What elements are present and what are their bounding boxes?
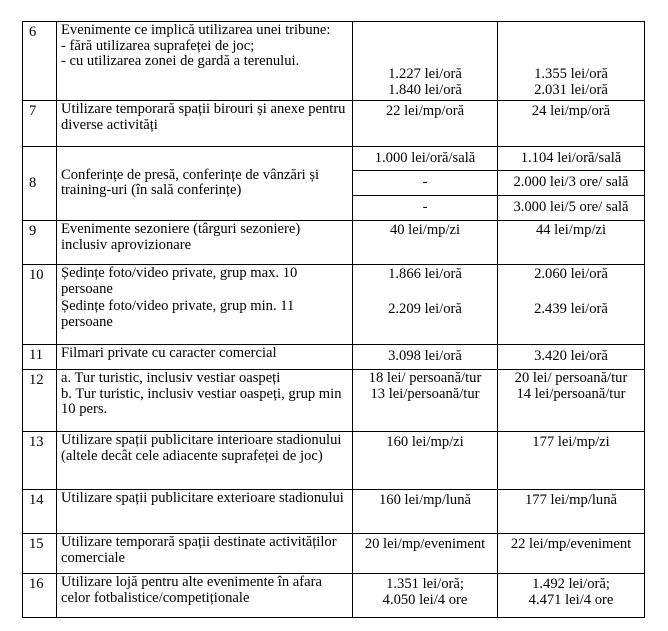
tariff-value: 2.060 lei/oră: [534, 266, 608, 282]
tariff-value: 1.840 lei/oră: [388, 81, 462, 98]
row-description: Utilizare lojă pentru alte evenimente în afara celor fotbalistice/competiționale: [57, 574, 353, 618]
tariff-value: 1.355 lei/oră: [534, 66, 608, 82]
tariff-col2: [498, 574, 645, 618]
tariff-value: 1.227 lei/oră: [388, 66, 462, 82]
row-number: 10: [23, 265, 57, 345]
row-number: 13: [23, 432, 57, 490]
tariff-col2: 3.420 lei/oră: [498, 345, 645, 370]
table-row: [23, 101, 645, 147]
tariff-col1: -: [353, 196, 498, 221]
row-number: 11: [23, 345, 57, 370]
tariff-value: 4.050 lei/4 ore: [382, 591, 468, 608]
tariff-col2: 44 lei/mp/zi: [498, 221, 645, 265]
row-description: [57, 22, 353, 101]
table-row: [23, 265, 645, 345]
row-number: 15: [23, 534, 57, 574]
tariff-value: 4.471 lei/4 ore: [528, 591, 614, 608]
row-number: 7: [23, 101, 57, 147]
tariff-col1: 3.098 lei/oră: [353, 345, 498, 370]
tariff-col2: [498, 265, 645, 345]
description-line: Ședințe foto/video private, grup max. 10 persoane: [61, 265, 298, 297]
row-description: Filmari private cu caracter comercial: [57, 345, 353, 370]
tariff-col1: [353, 574, 498, 618]
row-number: 12: [23, 370, 57, 432]
row-number: 14: [23, 490, 57, 534]
table-row: [23, 147, 645, 171]
row-number: 16: [23, 574, 57, 618]
tariff-table: [22, 21, 645, 618]
row-description: Utilizare spații publicitare interioare stadionului (altele decât cele adiacente suprafeței de joc): [57, 432, 353, 490]
description-line: Ședințe foto/video private, grup min. 11 persoane: [61, 298, 295, 330]
row-description: Evenimente sezoniere (târguri sezoniere) inclusiv aprovizionare: [57, 221, 353, 265]
tariff-col2: [498, 22, 645, 101]
description-line: a. Tur turistic, inclusiv vestiar oaspeți: [61, 370, 281, 386]
tariff-value: 1.351 lei/oră;: [386, 576, 464, 592]
tariff-value: 2.439 lei/oră: [534, 300, 608, 317]
tariff-col1: -: [353, 171, 498, 196]
table-row: [23, 221, 645, 265]
tariff-col2: 22 lei/mp/eveniment: [498, 534, 645, 574]
tariff-value: 1.866 lei/oră: [388, 266, 462, 282]
tariff-col2: 177 lei/mp/lună: [498, 490, 645, 534]
tariff-col1: [353, 370, 498, 432]
row-number: 6: [23, 22, 57, 101]
tariff-value: 20 lei/ persoană/tur: [514, 370, 628, 386]
tariff-value: 2.209 lei/oră: [388, 300, 462, 317]
tariff-col2: [498, 370, 645, 432]
tariff-col1: 160 lei/mp/lună: [353, 490, 498, 534]
tariff-col2: 177 lei/mp/zi: [498, 432, 645, 490]
tariff-col1: 160 lei/mp/zi: [353, 432, 498, 490]
table-row: [23, 574, 645, 618]
table-row: [23, 490, 645, 534]
row-description: Conferințe de presă, conferințe de vânzări și training-uri (în sală conferințe): [57, 147, 353, 221]
table-row: [23, 370, 645, 432]
tariff-col1: [353, 265, 498, 345]
tariff-value: 2.031 lei/oră: [534, 81, 608, 98]
description-line: - fără utilizarea suprafeței de joc;: [61, 37, 255, 54]
tariff-value: 13 lei/persoană/tur: [370, 385, 480, 402]
table-row: [23, 22, 645, 101]
row-description: Utilizare temporară spații destinate activităților comerciale: [57, 534, 353, 574]
row-description: Utilizare temporară spații birouri și anexe pentru diverse activități: [57, 101, 353, 147]
row-number: 8: [23, 147, 57, 221]
tariff-col2: 3.000 lei/5 ore/ sală: [498, 196, 645, 221]
tariff-col2: 24 lei/mp/oră: [498, 101, 645, 147]
tariff-col1: 40 lei/mp/zi: [353, 221, 498, 265]
tariff-col1: 1.000 lei/oră/sală: [353, 147, 498, 171]
tariff-col2: 1.104 lei/oră/sală: [498, 147, 645, 171]
table-row: [23, 432, 645, 490]
description-line: Evenimente ce implică utilizarea unei tribune:: [61, 22, 331, 38]
tariff-value: 1.492 lei/oră;: [532, 576, 610, 592]
tariff-value: 18 lei/ persoană/tur: [368, 370, 482, 386]
row-description: [57, 265, 353, 345]
table-row: [23, 534, 645, 574]
tariff-col2: 2.000 lei/3 ore/ sală: [498, 171, 645, 196]
row-description: Utilizare spații publicitare exterioare stadionului: [57, 490, 353, 534]
description-line: b. Tur turistic, inclusiv vestiar oaspeți, grup min 10 pers.: [61, 385, 342, 417]
tariff-col1: [353, 22, 498, 101]
row-number: 9: [23, 221, 57, 265]
tariff-value: 14 lei/persoană/tur: [516, 385, 626, 402]
tariff-col1: 22 lei/mp/oră: [353, 101, 498, 147]
tariff-col1: 20 lei/mp/eveniment: [353, 534, 498, 574]
row-description: [57, 370, 353, 432]
table-row: [23, 345, 645, 370]
description-line: - cu utilizarea zonei de gardă a terenului.: [61, 53, 300, 69]
